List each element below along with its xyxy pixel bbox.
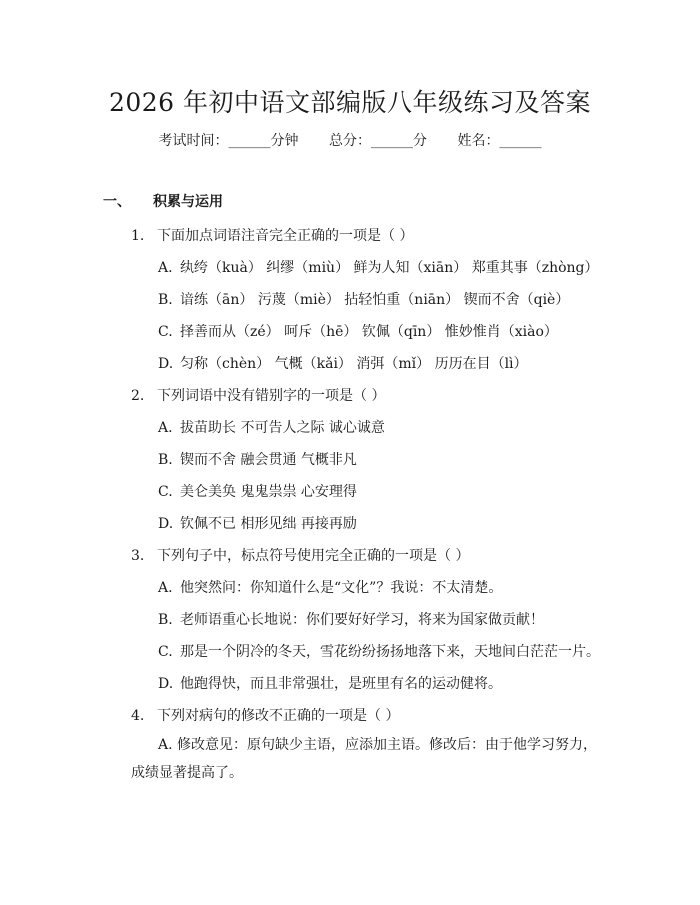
- option-text: 纨绔（kuà） 纠缪（miù） 鲜为人知（xiān） 郑重其事（zhòng）: [180, 260, 599, 276]
- option-text: 锲而不舍 融会贯通 气概非凡: [180, 452, 357, 468]
- question-1-option-a: [158, 257, 599, 277]
- question-3: [131, 545, 469, 565]
- option-label: D.: [158, 516, 174, 532]
- page-title: 2026 年初中语文部编版八年级练习及答案: [108, 88, 592, 117]
- section-title: 积累与运用: [153, 194, 223, 210]
- option-text: 匀称（chèn） 气概（kǎi） 消弭（mǐ） 历历在目（lì）: [180, 356, 528, 372]
- question-number: 1.: [131, 228, 145, 244]
- question-number: 3.: [131, 548, 145, 564]
- option-text: 修改意见：原句缺少主语，应添加主语。修改后：由于他学习努力，成绩显著提高了。: [131, 737, 598, 781]
- option-label: B.: [158, 452, 173, 468]
- question-3-option-c: [158, 641, 600, 661]
- option-text: 他跑得快，而且非常强壮，是班里有名的运动健将。: [180, 676, 502, 692]
- section-heading: [103, 191, 223, 211]
- option-text: 那是一个阴冷的冬天，雪花纷纷扬扬地落下来，天地间白茫茫一片。: [180, 644, 600, 660]
- question-3-option-d: [158, 673, 502, 693]
- question-1-option-c: [158, 321, 558, 341]
- question-1-option-b: [158, 289, 569, 309]
- question-text: 下面加点词语注音完全正确的一项是（ ）: [157, 228, 414, 244]
- student-name: 姓名：______: [457, 133, 542, 149]
- question-2: [131, 385, 385, 405]
- exam-time: 考试时间：______分钟: [158, 133, 299, 149]
- question-text: 下列词语中没有错别字的一项是（ ）: [157, 388, 386, 404]
- question-3-option-a: [158, 577, 502, 597]
- question-4: [131, 705, 399, 725]
- option-text: 钦佩不已 相形见绌 再接再励: [180, 516, 357, 532]
- question-2-option-b: [158, 449, 357, 469]
- question-2-option-a: [158, 417, 385, 437]
- exam-score: 总分：______分: [329, 133, 427, 149]
- option-label: D.: [158, 676, 174, 692]
- option-label: B.: [158, 292, 173, 308]
- option-text: 择善而从（zé） 呵斥（hē） 钦佩（qīn） 惟妙惟肖（xiào）: [180, 324, 558, 340]
- question-4-option-a: [104, 731, 601, 787]
- option-text: 他突然问：你知道什么是“文化”？我说：不太清楚。: [180, 580, 503, 596]
- question-2-option-c: [158, 481, 357, 501]
- option-label: C.: [158, 644, 173, 660]
- question-number: 2.: [131, 388, 145, 404]
- question-1: [131, 225, 413, 245]
- option-text: 美仑美奂 鬼鬼祟祟 心安理得: [180, 484, 357, 500]
- option-label: C.: [158, 484, 173, 500]
- question-text: 下列句子中，标点符号使用完全正确的一项是（ ）: [157, 548, 470, 564]
- question-1-option-d: [158, 353, 528, 373]
- option-text: 拔苗助长 不可告人之际 诚心诚意: [180, 420, 385, 436]
- question-number: 4.: [131, 708, 145, 724]
- question-3-option-b: [158, 609, 544, 629]
- option-label: A.: [158, 580, 173, 596]
- question-text: 下列对病句的修改不正确的一项是（ ）: [157, 708, 400, 724]
- option-text: 老师语重心长地说：你们要好好学习，将来为国家做贡献！: [180, 612, 544, 628]
- option-label: A.: [158, 420, 173, 436]
- option-label: A.: [158, 737, 173, 753]
- option-label: D.: [158, 356, 174, 372]
- option-label: C.: [158, 324, 173, 340]
- section-number: 一、: [103, 194, 131, 210]
- option-label: B.: [158, 612, 173, 628]
- option-label: A.: [158, 260, 173, 276]
- option-text: 谙练（ān） 污蔑（miè） 拈轻怕重（niān） 锲而不舍（qiè）: [180, 292, 570, 308]
- question-2-option-d: [158, 513, 357, 533]
- exam-info: [0, 130, 700, 150]
